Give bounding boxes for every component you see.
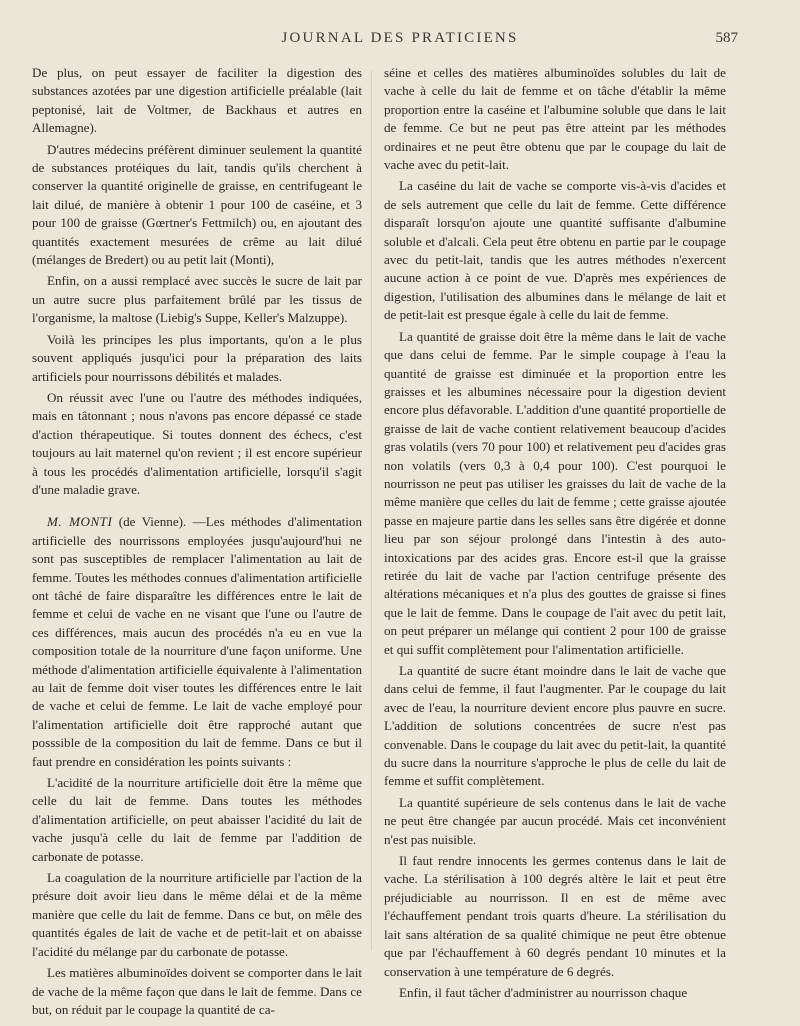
column-divider <box>371 70 372 950</box>
page-number: 587 <box>715 30 738 46</box>
paragraph: La coagulation de la nourriture artificielle par l'action de la présure doit avoir lieu dans le même délai et de la même manière que celle du lait de femme. Dans ce but, on mêle des quantités égales de lait de vache et de petit-lait et on abaisse l'acidité du mélange par du carbonate de potasse. <box>32 870 362 959</box>
paragraph: D'autres médecins préfèrent diminuer seulement la quantité de substances protéiques du lait, tandis qu'ils cherchent à conserver la quantité originelle de graisse, en centrifugeant le lait dilué, de manière à obtenir 1 pour 100 de caséine, et 3 pour 100 de graisse (Gœrtner's Fettmilch) ou, en ajoutant des quantités exactement mesurées de crême au lait dilué (mélanges de Bredert) ou au petit lait (Monti), <box>32 141 362 268</box>
author-name: M. MONTI <box>47 514 113 530</box>
page-header <box>0 30 800 54</box>
paragraph: De plus, on peut essayer de faciliter la digestion des substances azotées par une digestion artificielle préalable (lait peptonisé, lait de Voltmer, de Backhaus et autres en Allemagne). <box>32 65 362 136</box>
running-title: JOURNAL DES PRATICIENS <box>281 30 519 46</box>
left-column <box>32 64 362 1022</box>
paragraph: L'acidité de la nourriture artificielle doit être la même que celle du lait de femme. Dans toutes les méthodes d'alimentation artificielle, on peut abaisser l'acidité du lait de vache jusqu'à celle du lait de femme par l'addition de carbonate de potasse. <box>32 775 362 864</box>
paragraph: On réussit avec l'une ou l'autre des méthodes indiquées, mais en tâtonnant ; nous n'avons pas encore dépassé ce stade d'action thérapeutique. Si toutes donnent des échecs, c'est toujours au lait maternel qu'on revient ; il est encore supérieur à tous les procédés d'alimentation artificielle, lorsqu'il s'agit d'une maladie grave. <box>32 389 362 497</box>
paragraph: Voilà les principes les plus importants, qu'on a le plus souvent appliqués jusqu'ici pour la préparation des laits artificiels pour nourrissons débilités et malades. <box>32 331 362 384</box>
right-column <box>384 64 726 1005</box>
paragraph: Les matières albuminoïdes doivent se comporter dans le lait de vache de la même façon que dans le lait de femme. Dans ce but, on réduit par le coupage la quantité de ca- <box>32 965 362 1017</box>
paragraph-text: (de Vienne). —Les méthodes d'alimentation artificielle des nourrissons employées jusqu'aujourd'hui ne sont pas susceptibles de remplacer l'alimentation au lait de femme. Toutes les méthodes connues d'alimentation artificielle ont tâché de faire disparaître les différences entre le lait de femme et celui de vache en ne visant que l'une ou l'autre de ces différences, mais aucun des procédés n'a eu en vue la composition totale de la nourriture d'une façon uniforme. Une méthode d'alimentation artificielle équivalente à l'alimentation au lait de femme doit viser toutes les différences entre le lait de vache et celui de femme. Le lait de vache employé pour l'alimentation artificielle doit être rapproché autant que posssible de la composition du lait de femme. Dans ce but il faut prendre en considération les points suivants : <box>32 514 362 769</box>
paragraph: La quantité supérieure de sels contenus dans le lait de vache ne peut être changée par aucun procédé. Mais cet inconvénient n'est pas nuisible. <box>384 794 726 847</box>
paragraph: Enfin, on a aussi remplacé avec succès le sucre de lait par un autre sucre plus parfaitement brûlé par les tissus de l'organisme, la maltose (Liebig's Suppe, Keller's Malzuppe). <box>32 273 362 326</box>
paragraph: séine et celles des matières albuminoïdes solubles du lait de vache à celle du lait de femme et on tâche d'établir la même proportion entre la caséine et l'albumine soluble que dans le lait de femme. Ce but ne peut pas être atteint par les méthodes ordinaires et ne peut être obtenu que par le coupage du lait de vache avec du petit-lait. <box>384 65 726 173</box>
monti-section-paragraph <box>32 513 362 771</box>
paragraph: Enfin, il faut tâcher d'administrer au nourrisson chaque <box>399 984 688 1000</box>
paragraph: La caséine du lait de vache se comporte vis-à-vis d'acides et de sels autrement que celle du lait de femme. Cette différence disparaît lorsqu'on ajoute une quantité suffisante d'albumine soluble et d'alcali. Cela peut être obtenu en partie par le coupage avec du petit-lait, tandis que les autres méthodes n'exercent aucune action à ce point de vue. D'après mes expériences de digestion, l'utilisation des albumines dans le mélange de lait et de petit-lait est presque égale à celle du lait de femme. <box>384 178 726 323</box>
paragraph: La quantité de graisse doit être la même dans le lait de vache que dans celui de femme. Par le simple coupage à l'eau la quantité de graisse est diminuée et la proportion entre les graisses et les albumines nécessaire pour la digestion devient encore plus défavorable. L'addition d'une quantité proportielle de graisse de lait de vache contient relativement beaucoup d'acides gras volatils (vers 70 pour 100) et relativement peu d'acides gras non volatils (vers 0,3 à 0,4 pour 100). C'est pourquoi le nourrisson ne peut pas utiliser les graisses du lait de vache de la même manière que celles du lait de femme ; cette graisse ajoutée passe en majeure partie dans les selles sans être digérée et donne lieu par son séjour prolongé dans l'intestin à des auto-intoxications par des acides gras. Encore est-il que la graisse retirée du lait de vache par l'action centrifuge présente des altérations mécaniques et n'a plus des gouttes de graisse si fines que le lait de femme. Dans le coupage de l'ait avec du petit lait, on peut préparer un mélange qui contient 2 pour 100 de graisse et qui suffit complètement pour l'alimentation artificielle. <box>384 328 726 657</box>
paragraph: Il faut rendre innocents les germes contenus dans le lait de vache. La stérilisation à 100 degrés altère le lait et peut être préjudiciable au nourrisson. Il en est de même avec l'échauffement pendant trois quarts d'heure. La stérilisation du lait sans altération de sa qualité chimique ne peut être obtenue que par l'échauffement à 60 degrés pendant 10 minutes et la conservation à une température de 6 degrés. <box>384 853 726 979</box>
paragraph: La quantité de sucre étant moindre dans le lait de vache que dans celui de femme, il faut l'augmenter. Par le coupage du lait avec de l'eau, la nourriture devient encore plus pauvre en sucre. L'addition de solutions concentrées de sucre n'est pas convenable. Dans le coupage du lait avec du petit-lait, la quantité du sucre dans la nourriture s'approche le plus de celle du lait de femme et suffit complètement. <box>384 663 726 789</box>
